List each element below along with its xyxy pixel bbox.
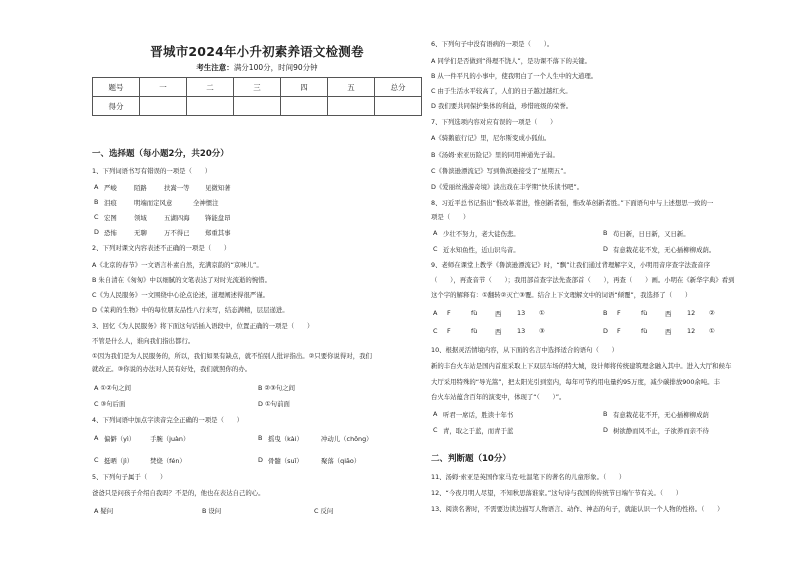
option-letter[interactable]: B (258, 434, 263, 442)
score-table (92, 77, 422, 116)
option-word: 严峻 (104, 184, 117, 192)
option-letter[interactable]: A (433, 229, 438, 237)
score-input-cell[interactable] (187, 97, 234, 116)
question-stem: 8、习近平总书记指出“惟改革者进，惟创新者强，惟改革创新者胜。”下面语句中与上述想思一致的一 (431, 199, 714, 207)
option-cell: fù (471, 327, 478, 335)
option-cell: 12 (687, 327, 696, 335)
option-text[interactable]: B 从一件平凡的小事中，使我明白了一个人生中的大道理。 (431, 72, 598, 80)
question-passage: ①因为我们是为人民服务的，所以，我们如果有缺点，就不怕别人批评指出。②只要你说得对，我们 (92, 352, 372, 360)
notice-text: 满分100分，时间90分钟 (233, 63, 318, 72)
option-text: 近水知鱼性，近山识鸟音。 (443, 246, 520, 254)
option-word: 明端而定风意 (134, 199, 173, 207)
option-text: 听君一席话，胜读十年书 (443, 411, 514, 419)
option-text: 有意栽花花不发，无心插柳柳成荫。 (613, 246, 716, 254)
score-header-cell: 二 (187, 78, 234, 97)
option-text[interactable]: A《北京的春节》一文语言朴素自然，充满京韵的“京味儿”。 (92, 261, 263, 269)
option-cell: ① (539, 309, 545, 317)
option-word: 扶嵩一等 (164, 184, 190, 192)
option-letter[interactable]: D (603, 327, 608, 335)
option-cell: 西 (495, 310, 502, 318)
option-word: 郑重其事 (205, 229, 231, 237)
option-word: 五湖四海 (164, 214, 190, 222)
score-input-cell[interactable] (328, 97, 375, 116)
score-header-cell: 一 (140, 78, 187, 97)
option-text[interactable]: D《茉莉的生物》中的每位朋友品性八行来写，结态满精，层层递进。 (92, 306, 289, 314)
option-text[interactable]: C 反问 (314, 507, 334, 515)
option-word: 恐怖 (104, 229, 117, 237)
option-text[interactable]: C ③句后面 (94, 400, 126, 408)
option-letter[interactable]: A (433, 309, 438, 317)
option-text[interactable]: C《为人民服务》一文围绕中心论点论述，道理阐述得很严谨。 (92, 291, 270, 299)
option-text: 树欲静而风不止，子欲养而亲不待 (613, 427, 709, 435)
option-text[interactable]: B 设问 (202, 507, 222, 515)
option-text[interactable]: B 朱自清在《匆匆》中以细腻的文笔表达了对时光流逝的惋惜。 (92, 276, 271, 284)
score-header-cell: 四 (281, 78, 328, 97)
score-row-label: 得分 (93, 97, 140, 116)
option-cell: fù (471, 309, 478, 317)
option-letter[interactable]: A (94, 183, 99, 191)
score-input-cell[interactable] (140, 97, 187, 116)
option-word: 锋能盘昂 (205, 214, 231, 222)
option-letter[interactable]: D (258, 456, 263, 464)
option-word: 见微知著 (205, 184, 231, 192)
judge-item[interactable]: 11、汤姆·索亚是英国作家马克·吐温笔下的著名的儿童形象。（ ） (431, 473, 626, 481)
option-text[interactable]: B ②③句之间 (258, 384, 296, 392)
question-stem: 2、下列对课文内容表述不正确的一项是（ ） (92, 244, 231, 252)
option-cell: fù (641, 309, 648, 317)
question-stem: 6、下列句子中没有语病的一项是（ ）。 (431, 40, 554, 48)
question-stem: 5、下列句子属于（ ） (92, 473, 167, 481)
question-stem: 10、根据灵活情境内容，从下面的名言中选择适合的语句（ ） (431, 346, 619, 354)
option-word: 焚烧（fén） (150, 457, 186, 465)
question-quote: 不管是什么人，谁向我们指出都行。 (92, 337, 195, 345)
question-stem: 1、下列词语书写有错误的一项是（ ） (92, 167, 212, 175)
option-letter[interactable]: C (94, 213, 99, 221)
option-letter[interactable]: B (603, 229, 608, 237)
option-word: 挺晒（jì） (104, 457, 134, 465)
option-text[interactable]: A《骑鹅旅行记》里，尼尔斯变成小狐仙。 (431, 134, 551, 142)
score-header-cell: 总分 (375, 78, 422, 97)
option-letter[interactable]: D (603, 245, 608, 253)
option-letter[interactable]: A (433, 410, 438, 418)
option-text[interactable]: D 我们要共同保护集体的利益，珍惜班级的荣誉。 (431, 102, 573, 110)
question-stem: 3、回忆《为人民服务》将下面这句话插入语段中，位置正确的一项是（ ） (92, 322, 314, 330)
score-table-header (93, 78, 422, 97)
option-word: 聚落（qiāo） (321, 457, 361, 465)
option-cell: ① (709, 327, 715, 335)
question-stem: 4、下列词语中加点字读音完全正确的一项是（ ） (92, 416, 244, 424)
option-text: 苟日新，日日新，又日新。 (613, 230, 690, 238)
option-text: 青，取之于蓝，而青于蓝 (443, 427, 514, 435)
option-letter[interactable]: B (94, 198, 99, 206)
option-letter[interactable]: C (433, 245, 438, 253)
question-passage: 就改正。③你说的办法对人民有好处，我们就照你的办。 (92, 365, 252, 373)
option-word: 陌路 (134, 184, 147, 192)
option-text[interactable]: A ①②句之间 (94, 384, 132, 392)
score-input-cell[interactable] (375, 97, 422, 116)
option-letter[interactable]: D (603, 426, 608, 434)
question-stem: 7、下列选项内容对应有误的一项是（ ） (431, 118, 557, 126)
option-cell: ③ (539, 327, 545, 335)
score-header-cell: 五 (328, 78, 375, 97)
option-cell: F (617, 327, 621, 335)
option-text: 少壮不努力，老大徒伤悲。 (443, 230, 520, 238)
option-cell: 13 (517, 327, 526, 335)
option-text: 有意栽花花不开，无心插柳柳成荫 (613, 411, 709, 419)
option-text[interactable]: B《汤姆·索亚历险记》里的同用神通先子弱。 (431, 151, 559, 159)
option-word: 偏僻（yì） (104, 435, 136, 443)
option-text[interactable]: A 同学们是否做到“得理不饶人”，是功课不落下的关键。 (431, 57, 592, 65)
option-cell: F (447, 309, 451, 317)
option-cell: 西 (665, 328, 672, 336)
option-word: 手腕（juàn） (150, 435, 190, 443)
option-word: 摇曳（kài） (268, 435, 303, 443)
option-letter[interactable]: C (94, 456, 99, 464)
option-letter[interactable]: A (94, 434, 99, 442)
question-stem-continued: 项是（ ） (431, 213, 470, 221)
option-text[interactable]: A 疑问 (94, 507, 114, 515)
option-text[interactable]: C《鲁滨逊漂流记》写到鲁滨逊接受了“星期五”。 (431, 167, 570, 175)
option-cell: 13 (517, 309, 526, 317)
option-word: 冲动儿（chōng） (321, 435, 373, 443)
option-letter[interactable]: D (94, 228, 99, 236)
option-text[interactable]: C 由于生活水平较高了，人们的日子越过越红火。 (431, 87, 572, 95)
question-passage: 台火车站蕴含百年的演变中，体现了“（ ）”。 (431, 393, 566, 401)
question-quote: 爸爸只是问孩子介绍自我吗？不是的，他也在表达自己的心。 (92, 489, 265, 497)
section-heading-judge: 二、判断题（10分） (431, 454, 511, 464)
score-table-row (93, 97, 422, 116)
option-cell: F (447, 327, 451, 335)
option-word: 骨髓（suǐ） (268, 457, 303, 465)
option-text[interactable]: D《爱丽丝漫游奇境》淡出戏在丰学期“快乐读书吧”。 (431, 183, 584, 191)
option-word: 万不得已 (164, 229, 190, 237)
option-cell: fù (641, 327, 648, 335)
option-word: 宏图 (104, 214, 117, 222)
section-heading-choice: 一、选择题（每小题2分，共20分） (92, 149, 229, 159)
page-title: 晋城市2024年小升初素养语文检测卷 (150, 44, 364, 59)
option-letter[interactable]: C (433, 327, 438, 335)
question-stem: 9、老师在课堂上教学《鲁滨逊漂流记》时，“飘”让我们通过背理解字义，小明用音序查字法查音序 (431, 261, 711, 269)
score-input-cell[interactable] (281, 97, 328, 116)
option-cell: ② (709, 309, 715, 317)
option-cell: 12 (687, 309, 696, 317)
option-letter[interactable]: B (603, 309, 608, 317)
option-cell: 西 (495, 328, 502, 336)
judge-item[interactable]: 13、阅读名著时，不需要边读边描写人物语言、动作、神态的句子，就能认识一个人物的性格。（ ） (431, 505, 724, 513)
question-stem-continued: 这个字的解释有：①翻转②灭亡③覆。结合上下文理解文中的词语“倾覆”，我选择了（ ） (431, 291, 692, 299)
exam-notice (92, 62, 422, 73)
question-passage: 大厅采用特殊的“导光篙”，把太阳光引到室内，每年可节约用电量约95万度，减少碳排放900余吨。丰 (431, 378, 720, 386)
option-word: 泪痕 (104, 199, 117, 207)
option-cell: 西 (665, 310, 672, 318)
option-word: 全神惯注 (193, 199, 219, 207)
question-stem-continued: （ ），再查音节（ ）；我用部首查字法先查部首（ ），再查（ ）画。小明在《新华字典》看到 (431, 276, 735, 284)
notice-label: 考生注意： (196, 63, 234, 72)
score-header-cell: 三 (234, 78, 281, 97)
score-input-cell[interactable] (234, 97, 281, 116)
judge-item[interactable]: 12、“今夜月明人尽望，不知秋思落谁家。”这句诗与我国的传统节日端午节有关。（ ） (431, 489, 683, 497)
option-letter[interactable]: C (433, 426, 438, 434)
option-text[interactable]: D ①句前面 (258, 400, 290, 408)
option-cell: F (617, 309, 621, 317)
option-word: 领域 (134, 214, 147, 222)
option-word: 无聊 (134, 229, 147, 237)
score-header-cell: 题号 (93, 78, 140, 97)
question-passage: 新的丰台火车站是国内首座采取上下双层车场的特大城，设计师将传统建筑理念融入其中。进入大厅和候车 (431, 362, 732, 370)
option-letter[interactable]: B (603, 410, 608, 418)
